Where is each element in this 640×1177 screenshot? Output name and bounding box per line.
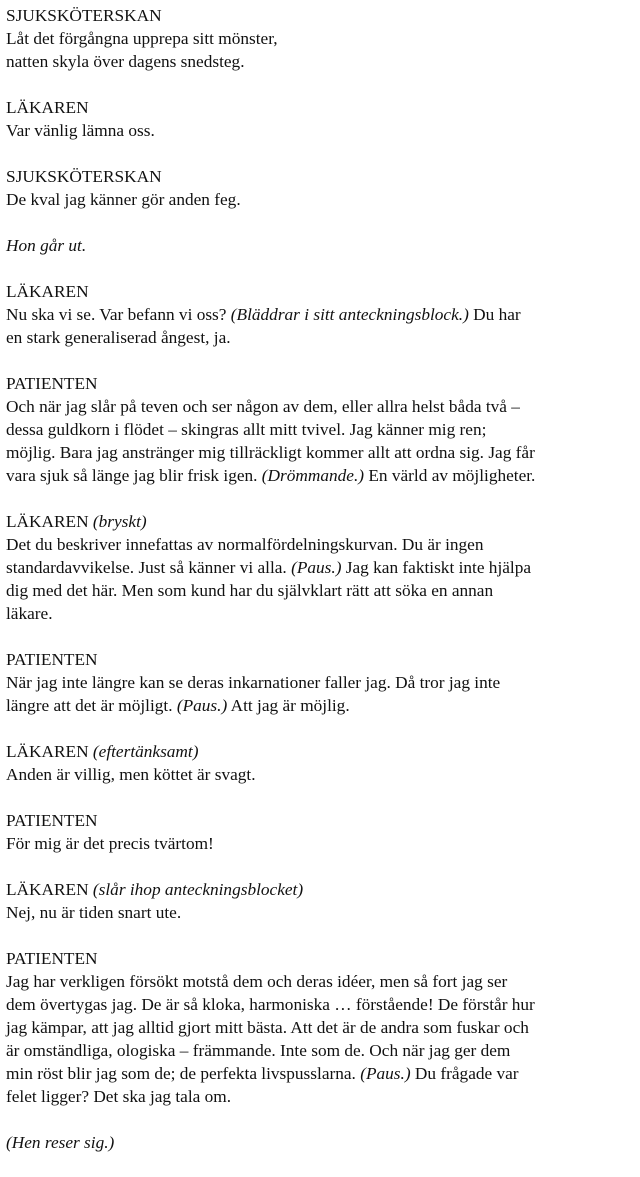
speaker-line: [6, 809, 634, 832]
text-line: [6, 533, 634, 556]
dialogue-block: [6, 96, 634, 142]
stage-direction: (Paus.): [360, 1064, 411, 1083]
dialogue-text: Du har: [468, 305, 521, 324]
dialogue-text: vara sjuk så länge jag blir frisk igen.: [6, 466, 262, 485]
dialogue-block: [6, 165, 634, 211]
dialogue-text: Nu ska vi se. Var befann vi oss?: [6, 305, 231, 324]
speaker-line: [6, 648, 634, 671]
text-line: [6, 119, 634, 142]
dialogue-block: [6, 510, 634, 625]
dialogue-block: [6, 1131, 634, 1154]
dialogue-text: Låt det förgångna upprepa sitt mönster,: [6, 29, 278, 48]
text-line: [6, 993, 634, 1016]
speaker-direction: (slår ihop anteckningsblocket): [92, 880, 304, 899]
dialogue-text: Anden är villig, men köttet är svagt.: [6, 765, 256, 784]
dialogue-block: [6, 372, 634, 487]
text-line: [6, 832, 634, 855]
speaker-name: PATIENTEN: [6, 811, 98, 830]
dialogue-text: Var vänlig lämna oss.: [6, 121, 155, 140]
text-line: [6, 970, 634, 993]
speaker-line: [6, 4, 634, 27]
speaker-line: [6, 947, 634, 970]
text-line: [6, 464, 634, 487]
speaker-line: [6, 740, 634, 763]
speaker-name: SJUKSKÖTERSKAN: [6, 167, 162, 186]
dialogue-text: Jag kan faktiskt inte hjälpa: [341, 558, 532, 577]
speaker-name: LÄKAREN: [6, 742, 89, 761]
dialogue-text: Och när jag slår på teven och ser någon av dem, eller allra helst båda två –: [6, 397, 520, 416]
text-line: [6, 579, 634, 602]
dialogue-block: [6, 648, 634, 717]
speaker-name: SJUKSKÖTERSKAN: [6, 6, 162, 25]
speaker-name: PATIENTEN: [6, 374, 98, 393]
dialogue-text: En värld av möjligheter.: [364, 466, 536, 485]
dialogue-text: felet ligger? Det ska jag tala om.: [6, 1087, 232, 1106]
dialogue-block: [6, 234, 634, 257]
speaker-name: PATIENTEN: [6, 650, 98, 669]
text-line: [6, 1039, 634, 1062]
speaker-direction: (eftertänksamt): [92, 742, 199, 761]
dialogue-text: De kval jag känner gör anden feg.: [6, 190, 241, 209]
text-line: [6, 671, 634, 694]
speaker-direction: (bryskt): [92, 512, 147, 531]
text-line: [6, 188, 634, 211]
stage-direction: (Paus.): [291, 558, 342, 577]
speaker-name: LÄKAREN: [6, 98, 89, 117]
dialogue-text: Jag har verkligen försökt motstå dem och deras idéer, men så fort jag ser: [6, 972, 508, 991]
dialogue-block: [6, 740, 634, 786]
manuscript-page: [6, 4, 634, 1177]
dialogue-text: För mig är det precis tvärtom!: [6, 834, 214, 853]
dialogue-text: dem övertygas jag. De är så kloka, harmoniska … förstående! De förstår hur: [6, 995, 535, 1014]
dialogue-text: en stark generaliserad ångest, ja.: [6, 328, 231, 347]
speaker-name: LÄKAREN: [6, 880, 89, 899]
dialogue-text: längre att det är möjligt.: [6, 696, 177, 715]
speaker-line: [6, 165, 634, 188]
speaker-line: [6, 510, 634, 533]
speaker-name: LÄKAREN: [6, 282, 89, 301]
dialogue-text: Du frågade var: [410, 1064, 519, 1083]
dialogue-text: standardavvikelse. Just så känner vi alla.: [6, 558, 292, 577]
stage-direction: (Paus.): [176, 696, 228, 715]
dialogue-text: dig med det här. Men som kund har du självklart rätt att söka en annan: [6, 581, 494, 600]
speaker-line: [6, 96, 634, 119]
speaker-line: [6, 372, 634, 395]
dialogue-text: natten skyla över dagens snedsteg.: [6, 52, 245, 71]
dialogue-text: Det du beskriver innefattas av normalfördelningskurvan. Du är ingen: [6, 535, 484, 554]
dialogue-text: jag kämpar, att jag alltid gjort mitt bästa. Att det är de andra som fuskar och: [6, 1018, 529, 1037]
text-line: [6, 234, 634, 257]
dialogue-text: När jag inte längre kan se deras inkarnationer faller jag. Då tror jag inte: [6, 673, 501, 692]
stage-direction: (Bläddrar i sitt anteckningsblock.): [230, 305, 469, 324]
dialogue-block: [6, 947, 634, 1108]
stage-direction: Hon går ut.: [6, 236, 87, 255]
dialogue-block: [6, 4, 634, 73]
dialogue-text: möjlig. Bara jag anstränger mig tillräckligt kommer allt att ordna sig. Jag får: [6, 443, 535, 462]
text-line: [6, 326, 634, 349]
text-line: [6, 1062, 634, 1085]
dialogue-text: är omständliga, ologiska – främmande. Inte som de. Och när jag ger dem: [6, 1041, 511, 1060]
speaker-line: [6, 878, 634, 901]
text-line: [6, 418, 634, 441]
text-line: [6, 602, 634, 625]
text-line: [6, 1131, 634, 1154]
dialogue-text: dessa guldkorn i flödet – skingras allt mitt tvivel. Jag känner mig ren;: [6, 420, 487, 439]
dialogue-block: [6, 280, 634, 349]
stage-direction: (Hen reser sig.): [6, 1133, 115, 1152]
text-line: [6, 901, 634, 924]
dialogue-text: Nej, nu är tiden snart ute.: [6, 903, 182, 922]
text-line: [6, 1085, 634, 1108]
speaker-name: LÄKAREN: [6, 512, 89, 531]
speaker-name: PATIENTEN: [6, 949, 98, 968]
text-line: [6, 395, 634, 418]
text-line: [6, 1016, 634, 1039]
text-line: [6, 303, 634, 326]
dialogue-text: Att jag är möjlig.: [227, 696, 350, 715]
text-line: [6, 556, 634, 579]
speaker-line: [6, 280, 634, 303]
stage-direction: (Drömmande.): [261, 466, 365, 485]
text-line: [6, 694, 634, 717]
dialogue-block: [6, 809, 634, 855]
dialogue-text: läkare.: [6, 604, 53, 623]
text-line: [6, 27, 634, 50]
dialogue-text: min röst blir jag som de; de perfekta livspusslarna.: [6, 1064, 361, 1083]
dialogue-block: [6, 878, 634, 924]
text-line: [6, 763, 634, 786]
text-line: [6, 441, 634, 464]
text-line: [6, 50, 634, 73]
